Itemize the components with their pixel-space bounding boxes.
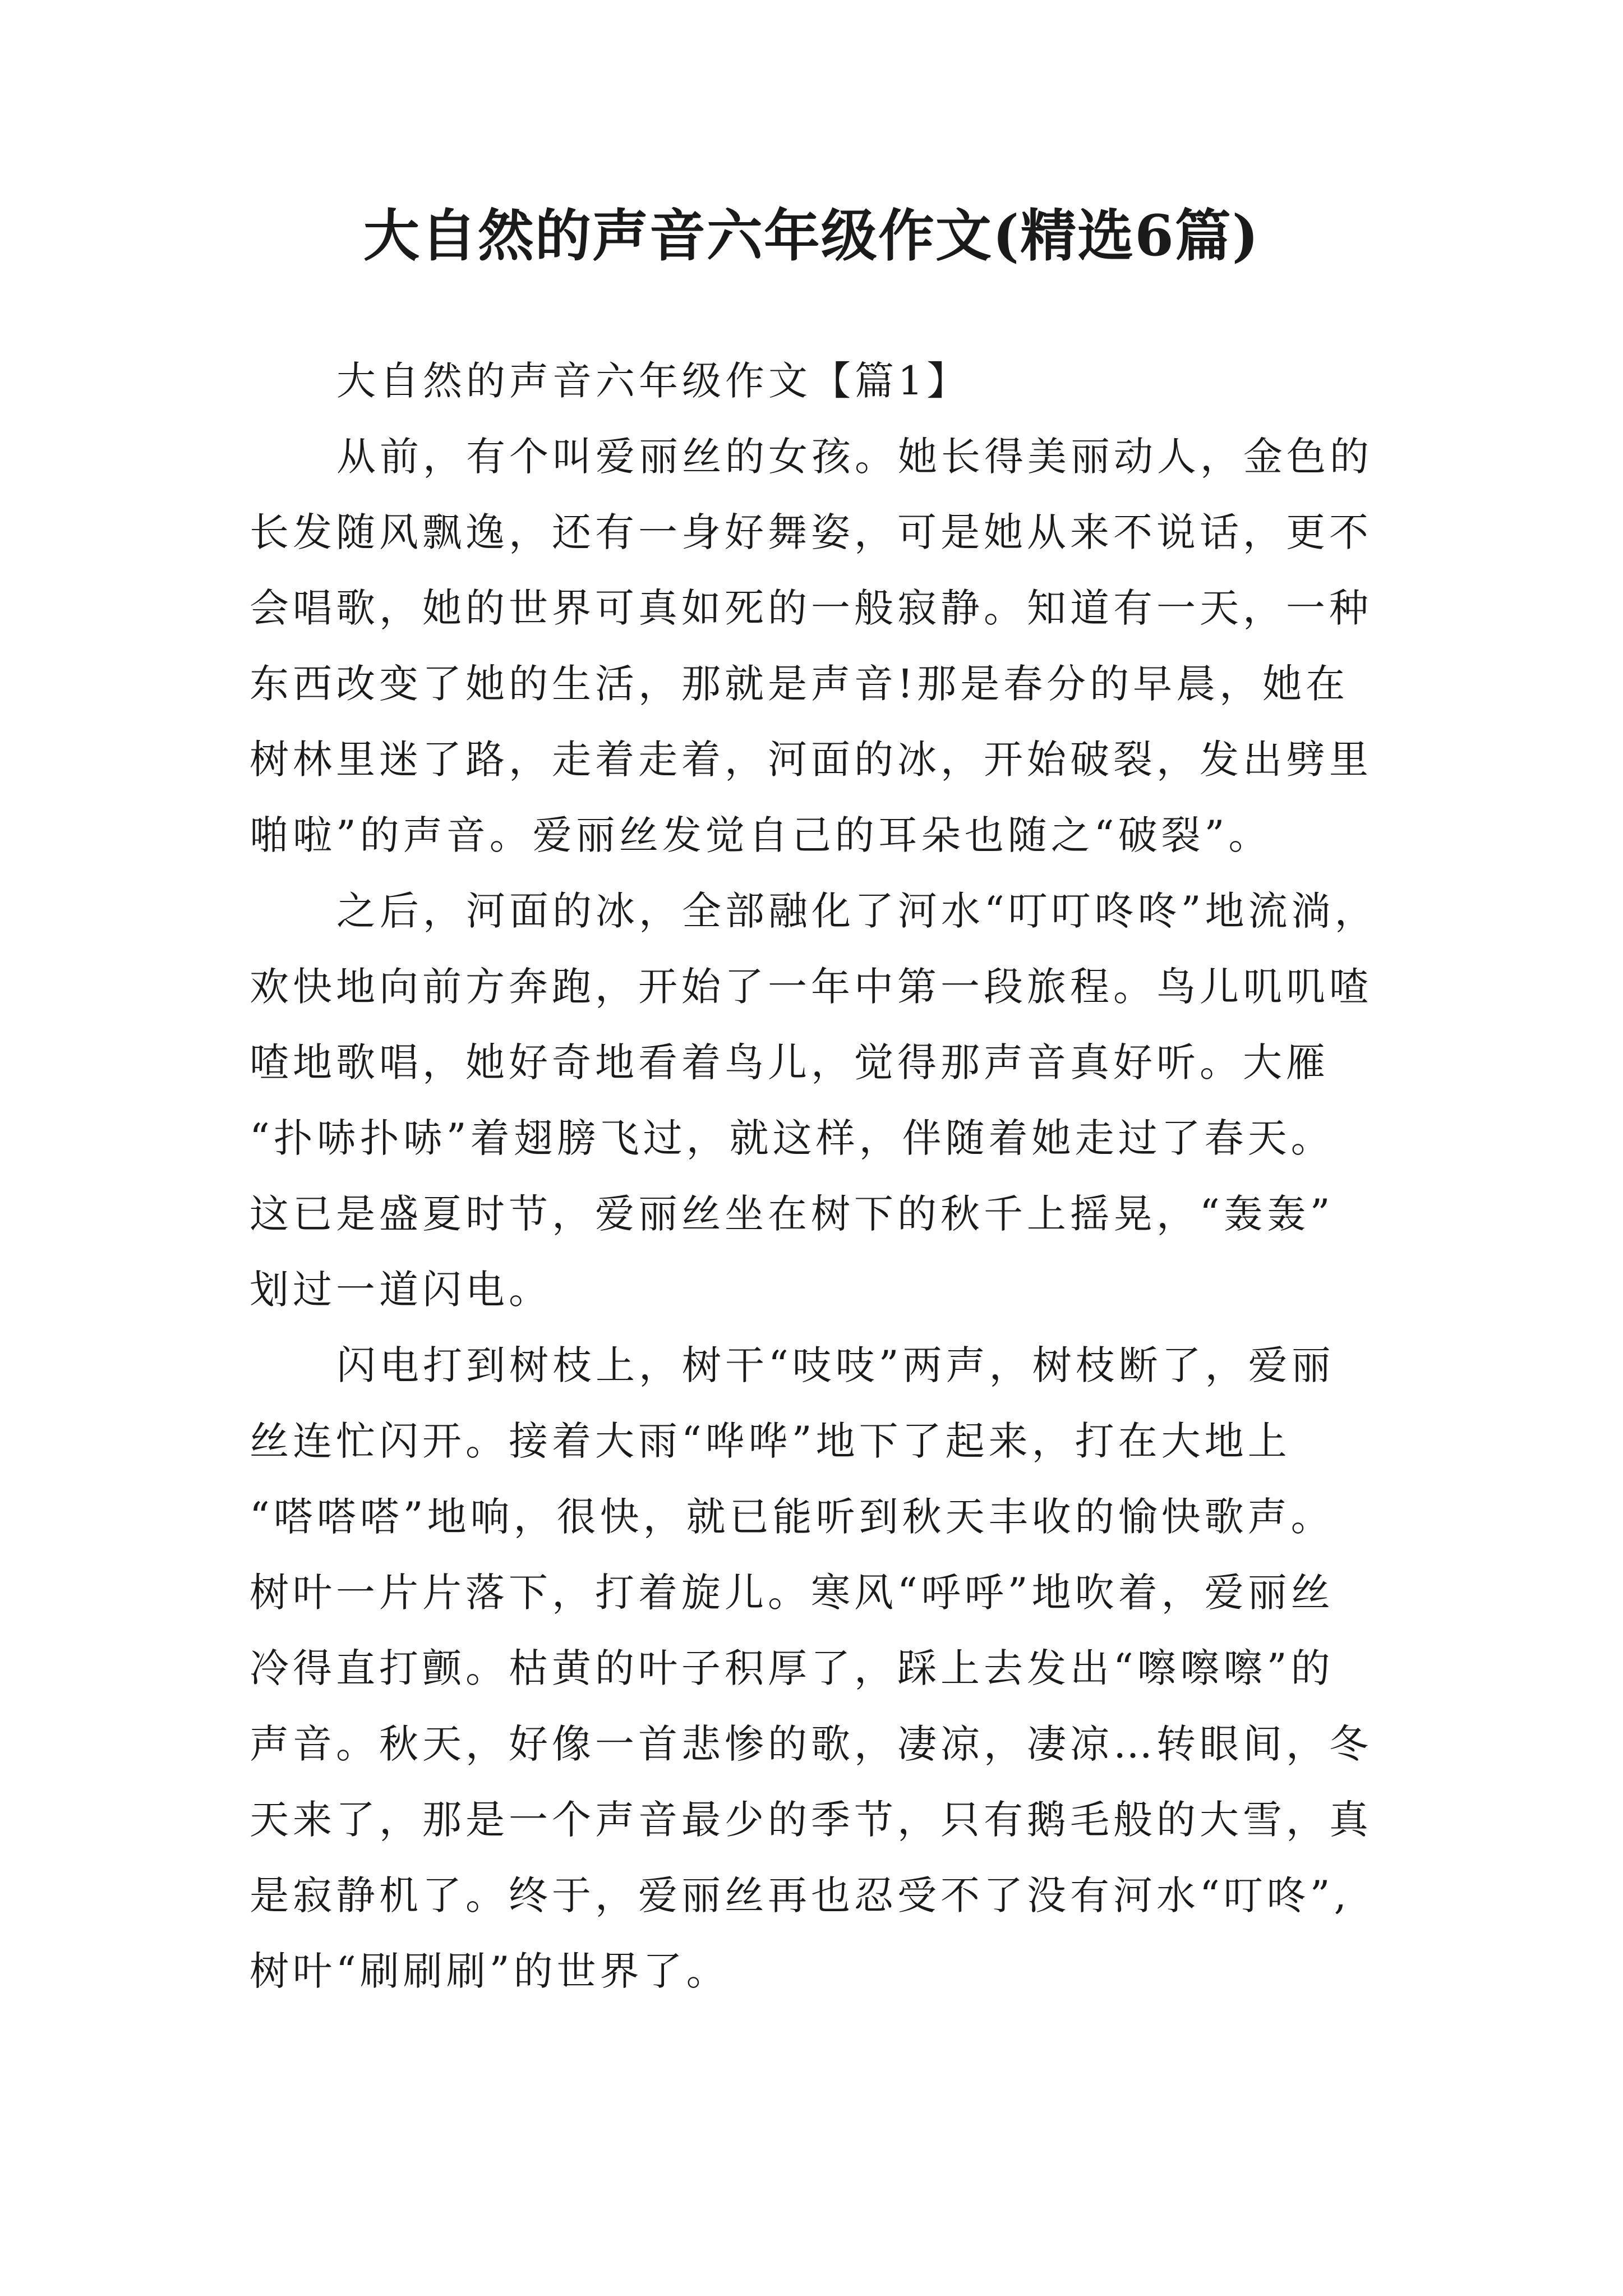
paragraph-3-line-1: 闪电打到树枝上，树干“吱吱”两声，树枝断了，爱丽 bbox=[336, 1342, 1335, 1388]
paragraph-3-line-7: 天来了，那是一个声音最少的季节，只有鹅毛般的大雪，真 bbox=[250, 1797, 1372, 1843]
paragraph-1-line-2: 长发随风飘逸，还有一身好舞姿，可是她从来不说话，更不 bbox=[250, 509, 1372, 555]
paragraph-3-line-4: 树叶一片片落下，打着旋儿。寒风“呼呼”地吹着，爱丽丝 bbox=[250, 1570, 1334, 1616]
paragraph-2-line-3: 喳地歌唱，她好奇地看着鸟儿，觉得那声音真好听。大雁 bbox=[250, 1039, 1329, 1085]
paragraph-2-line-4: “扑哧扑哧”着翅膀飞过，就这样，伴随着她走过了春天。 bbox=[250, 1115, 1334, 1161]
paragraph-1-line-6: 啪啦”的声音。爱丽丝发觉自己的耳朵也随之“破裂”。 bbox=[250, 812, 1272, 858]
section-heading-1: 大自然的声音六年级作文【篇1】 bbox=[336, 358, 970, 404]
document-body bbox=[250, 343, 1399, 2009]
paragraph-3-line-5: 冷得直打颤。枯黄的叶子积厚了，踩上去发出“嚓嚓嚓”的 bbox=[250, 1645, 1334, 1691]
document-title: 大自然的声音六年级作文(精选6篇) bbox=[363, 203, 1260, 269]
paragraph-2-line-1: 之后，河面的冰，全部融化了河水“叮叮咚咚”地流淌， bbox=[336, 888, 1378, 934]
paragraph-3-line-3: “嗒嗒嗒”地响，很快，就已能听到秋天丰收的愉快歌声。 bbox=[250, 1494, 1334, 1540]
paragraph-1-line-3: 会唱歌，她的世界可真如死的一般寂静。知道有一天，一种 bbox=[250, 585, 1372, 631]
paragraph-1-line-1: 从前，有个叫爱丽丝的女孩。她长得美丽动人，金色的 bbox=[336, 434, 1373, 480]
paragraph-1-line-5: 树林里迷了路，走着走着，河面的冰，开始破裂，发出劈里 bbox=[250, 737, 1372, 783]
paragraph-3-line-8: 是寂静机了。终于，爱丽丝再也忍受不了没有河水“叮咚”, bbox=[250, 1872, 1350, 1918]
paragraph-1-line-4: 东西改变了她的生活，那就是声音!那是春分的早晨，她在 bbox=[250, 661, 1349, 707]
paragraph-3-line-9: 树叶“刷刷刷”的世界了。 bbox=[250, 1948, 730, 1994]
paragraph-2-line-2: 欢快地向前方奔跑，开始了一年中第一段旅程。鸟儿叽叽喳 bbox=[250, 964, 1372, 1010]
paragraph-2-line-5: 这已是盛夏时节，爱丽丝坐在树下的秋千上摇晃，“轰轰” bbox=[250, 1191, 1334, 1237]
paragraph-2-line-6: 划过一道闪电。 bbox=[250, 1267, 552, 1313]
paragraph-3-line-6: 声音。秋天，好像一首悲惨的歌，凄凉，凄凉…转眼间，冬 bbox=[250, 1721, 1372, 1767]
paragraph-3-line-2: 丝连忙闪开。接着大雨“哗哗”地下了起来，打在大地上 bbox=[250, 1418, 1291, 1464]
